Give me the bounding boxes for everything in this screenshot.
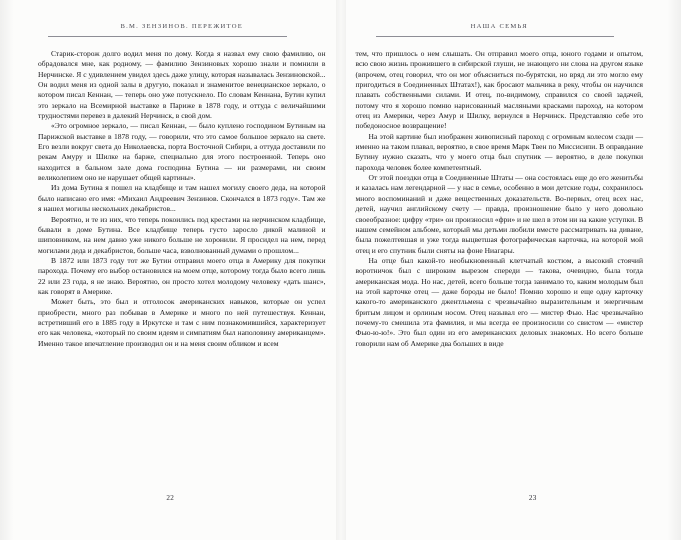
- header-rule-left: [48, 36, 287, 37]
- paragraph: тем, что пришлось о нем слышать. Он отправил моего отца, юного годами и опытом, всю свою жизнь прожившего в сибирской глуши, не знающего ни слова на другом языке (впрочем, отец говорил, что он мог объясниться по-бурятски, но вряд ли это могло ему пригодиться в Соединенных Штатах!), как бросают мальчика в реку, чтобы он научился плавать собственными силами. И отец, по-видимому, справился со своей задачей, потому что я хорошо помню нарисованный масляными красками пароход, на котором отец из Америки, через Амур и Шилку, вернулся в Нерчинск. Представляю себе это победоносное возвращение!: [355, 49, 643, 131]
- text-column-left: [38, 49, 326, 349]
- page-right: [341, 0, 681, 540]
- running-head-right: НАША СЕМЬЯ: [470, 23, 528, 30]
- page-number-left: 22: [166, 494, 175, 502]
- paragraph: Вероятно, и те из них, что теперь покоились под крестами на нерчинском кладбище, бывали в доме Бутина. Все кладбище теперь густо заросло дикой малиной и шиповником, на нем давно уже никого больше не хоронили. Я просидел на нем, перед могилами деда и декабристов, больше часа, взволнованный думами о прошлом...: [38, 214, 326, 255]
- paragraph: Может быть, это был и отголосок американских навыков, которые он успел приобрести, много раз побывав в Америке и много по ней путешествуя. Кеннан, встретивший его в 1885 году в Иркутске и там с ним познакомившийся, характеризует его как человека, «который по своим идеям и симпатиям был наполовину американцем». Именно такое впечатление производил он и на меня своим обликом и всем: [38, 297, 326, 348]
- page-number-right: 23: [528, 494, 537, 502]
- paragraph: От этой поездки отца в Соединенные Штаты — она состоялась еще до его женитьбы и казалась нам легендарной — у нас в семье, особенно в мои детские годы, сохранилось много воспоминаний и даже вещественных доказательств. Во-первых, отец всех нас, детей, научил английскому счету — правда, произношение было у него довольно своеобразное: цифру «три» он произносил «фри» и не шел в этом ни на какие уступки. В нашем семейном альбоме, который мы детьми любили вместе рассматривать на диване, была пожелтевшая и уже тогда выцветшая фотографическая карточка, на которой мой отец и его спутник были сняты на фоне Ниагары.: [355, 173, 643, 255]
- paragraph: Старик-сторож долго водил меня по дому. Когда я назвал ему свою фамилию, он обрадовался мне, как родному, — фамилию Зензиновых хорошо знали и помнили в Нерчинске. Я с удивлением увидел здесь даже улицу, которая называлась Зензиновской... Он водил меня из одной залы в другую, показал и знаменитое венецианское зеркало, о котором писал Кеннан, — теперь оно уже потускнело. По словам Кеннана, Бутин купил это зеркало на Всемирной выставке в Париже в 1878 году, и оттуда с величайшими трудностями перевез в далекий Нерчинск, в свой дом.: [38, 49, 326, 121]
- paragraph: В 1872 или 1873 году тот же Бутин отправил моего отца в Америку для покупки парохода. Почему его выбор остановился на моем отце, которому тогда было всего лишь 22 или 23 года, я не знаю. Вероятно, он просто хотел молодому человеку «дать шанс», как говорят в Америке.: [38, 255, 326, 296]
- text-column-right: [356, 49, 644, 349]
- paragraph: Из дома Бутина я пошел на кладбище и там нашел могилу своего деда, на которой было написано его имя: «Михаил Андреевич Зензинов. Скончался в 1873 году». Там же я нашел могилы нескольких декабристов...: [38, 183, 326, 214]
- paragraph: «Это огромное зеркало, — писал Кеннан, — было куплено господином Бутиным на Парижской выставке в 1878 году, — говорили, что это самое большое зеркало на свете. Его везли вокруг света до Николаевска, порта Восточной Сибири, а оттуда доставили по рекам Амуру и Шилке на барже, специально для этого построенной. Теперь оно находится в бальном зале дома господина Бутина — ни размерами, ни своим великолепием оно не нарушает общей картины».: [38, 121, 326, 183]
- paragraph: На этой картине был изображен живописный пароход с огромным колесом сзади — именно на таком плавал, вероятно, в свое время Марк Твен по Миссисипи. В оправдание Бутину нужно сказать, что у моего отца был спутник — вероятно, в деле покупки парохода человек более компетентный.: [355, 131, 643, 172]
- running-head-left: В.М. ЗЕНЗИНОВ. ПЕРЕЖИТОЕ: [120, 23, 243, 30]
- header-rule-right: [376, 36, 615, 37]
- paragraph: На отце был какой-то необыкновенный клетчатый костюм, а высокий стоячий воротничок был с широким вырезом спереди — такова, очевидно, была тогда американская мода. Но нас, детей, всего больше тогда занимало то, каким молодым был на этой карточке отец — даже бороды не было! Помню хорошо и еще одну карточку какого-то американского джентльмена с чрезвычайно выразительным и энергичным бритым лицом и орлиным носом. Отец называл его — мистер Фью. Нас чрезвычайно почему-то смешила эта фамилия, и мы всегда ее произносили со свистом — «мистер Фью-ю-ю!». Это был один из его американских деловых знакомых. Но всего больше говорили нам об Америке два больших в виде: [355, 255, 643, 348]
